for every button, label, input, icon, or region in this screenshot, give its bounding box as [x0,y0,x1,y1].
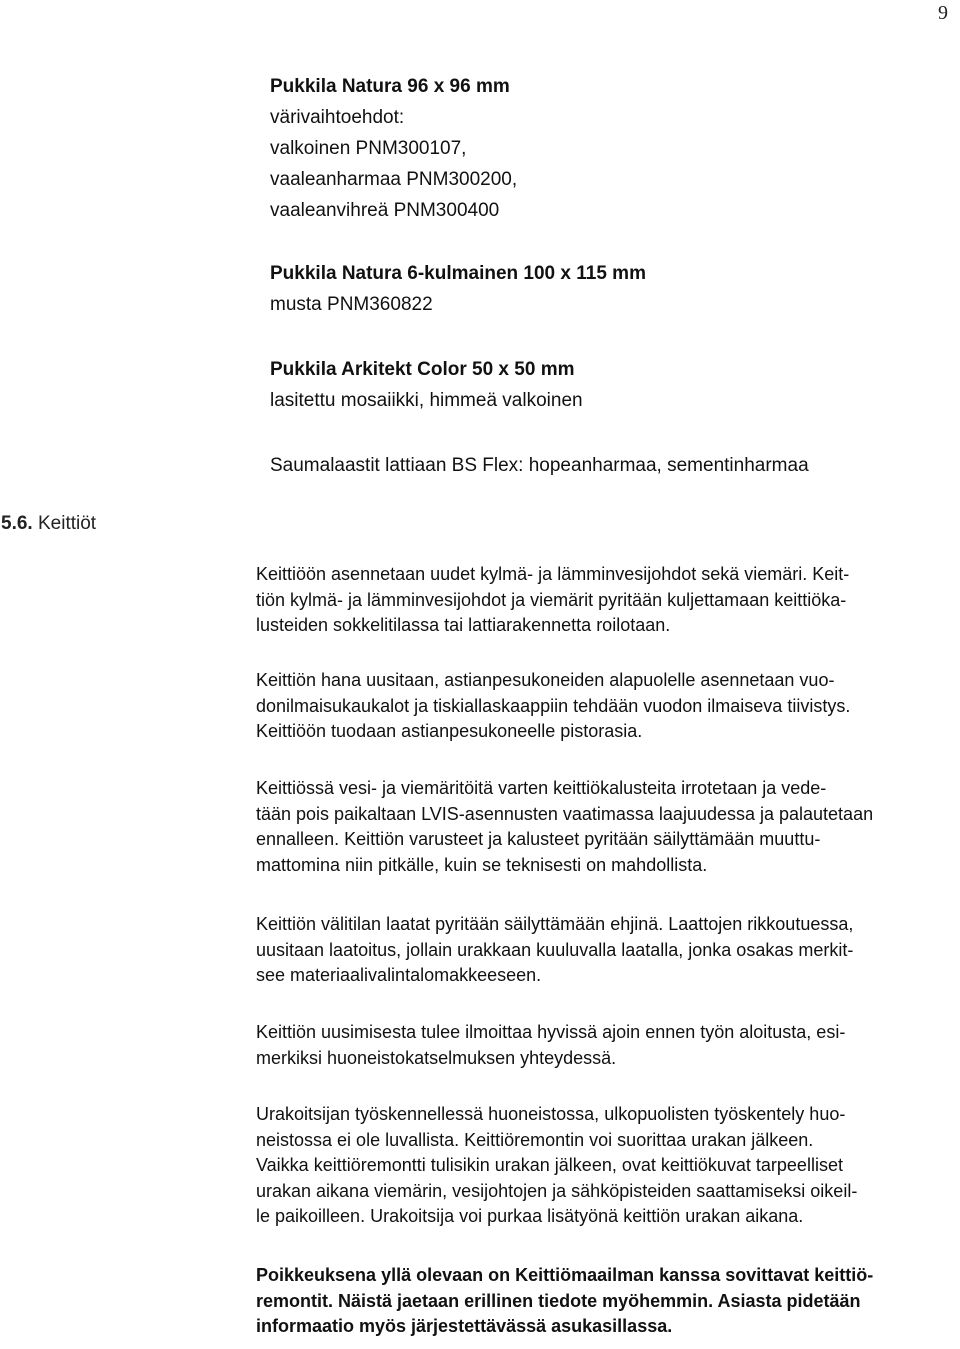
paragraph-backsplash-tiles [256,912,958,989]
paragraph-line: Vaikka keittiöremontti tulisikin urakan jälkeen, ovat keittiökuvat tarpeelliset [256,1155,843,1176]
product-detail-line: lasitettu mosaiikki, himmeä valkoinen [270,390,583,411]
paragraph-faucet [256,668,958,745]
paragraph-line: Keittiön välitilan laatat pyritään säilyttämään ehjinä. Laattojen rikkoutuessa, [256,914,854,934]
section-title: Keittiöt [37,513,97,534]
section-number: 5.6. [1,513,33,534]
paragraph-line: lusteiden sokkelitilassa tai lattiarakennetta roilotaan. [256,615,671,636]
product-detail-line: vaaleanvihreä PNM300400 [270,200,500,221]
paragraph-line: uusitaan laatoitus, jollain urakkaan kuuluvalla laatalla, jonka osakas merkit- [256,939,854,960]
paragraph-line: donilmaisukaukalot ja tiskiallaskaappiin tehdään vuodon ilmaiseva tiivistys. [256,695,851,716]
product-block-natura-96 [270,71,517,226]
paragraph-line: Keittiössä vesi- ja viemäritöitä varten keittiökalusteita irrotetaan ja vede- [256,778,827,798]
paragraph-line: remontit. Näistä jaetaan erillinen tiedote myöhemmin. Asiasta pidetään [256,1290,861,1311]
product-name: Pukkila Arkitekt Color 50 x 50 mm [270,359,575,380]
product-block-arkitekt-color [270,354,583,416]
paragraph-line: Urakoitsijan työskennellessä huoneistossa, ulkopuolisten työskentely huo- [256,1104,846,1124]
product-detail-line: vaaleanharmaa PNM300200, [270,169,518,190]
paragraph-line: Keittiön uusimisesta tulee ilmoittaa hyvissä ajoin ennen työn aloitusta, esi- [256,1022,846,1042]
paragraph-line: ennalleen. Keittiön varusteet ja kalusteet pyritään säilyttämään muuttu- [256,829,821,850]
product-name: Pukkila Natura 96 x 96 mm [270,76,510,97]
paragraph-line: merkiksi huoneistokatselmuksen yhteydessä. [256,1047,617,1068]
product-name: Pukkila Natura 6-kulmainen 100 x 115 mm [270,263,646,284]
paragraph-line: informaatio myös järjestettävässä asukasillassa. [256,1316,673,1337]
product-detail-line: musta PNM360822 [270,294,433,315]
product-block-natura-hexagon [270,258,646,320]
product-detail-line: värivaihtoehdot: [270,107,405,128]
paragraph-plumbing-installation [256,562,958,639]
paragraph-line: le paikoilleen. Urakoitsija voi purkaa lisätyönä keittiön urakan aikana. [256,1206,804,1227]
paragraph-cabinets [256,776,958,878]
paragraph-line: tään pois paikaltaan LVIS-asennusten vaatimassa laajuudessa ja palautetaan [256,803,874,824]
section-heading [1,508,96,539]
paragraph-line: see materiaalivalintalomakkeeseen. [256,965,542,986]
paragraph-line: Poikkeuksena yllä olevaan on Keittiömaailman kanssa sovittavat keittiö- [256,1265,874,1285]
page-number: 9 [938,2,948,24]
paragraph-outside-contractors [256,1102,958,1230]
product-detail-line: valkoinen PNM300107, [270,138,467,159]
paragraph-renovation-notice [256,1020,958,1071]
paragraph-line: Keittiöön asennetaan uudet kylmä- ja lämminvesijohdot sekä viemäri. Keit- [256,564,850,584]
paragraph-exception-notice [256,1263,958,1340]
paragraph-line: mattomina niin pitkälle, kuin se teknisesti on mahdollista. [256,854,708,875]
paragraph-line: Keittiöön tuodaan astianpesukoneelle pistorasia. [256,721,643,742]
paragraph-line: neistossa ei ole luvallista. Keittiöremontin voi suorittaa urakan jälkeen. [256,1129,814,1150]
paragraph-line: urakan aikana viemärin, vesijohtojen ja sähköpisteiden saattamiseksi oikeil- [256,1180,858,1201]
paragraph-line: tiön kylmä- ja lämminvesijohdot ja viemärit pyritään kuljettamaan keittiöka- [256,589,847,610]
paragraph-line: Keittiön hana uusitaan, astianpesukoneiden alapuolelle asennetaan vuo- [256,670,835,690]
grout-info: Saumalaastit lattiaan BS Flex: hopeanharmaa, sementinharmaa [270,455,809,476]
